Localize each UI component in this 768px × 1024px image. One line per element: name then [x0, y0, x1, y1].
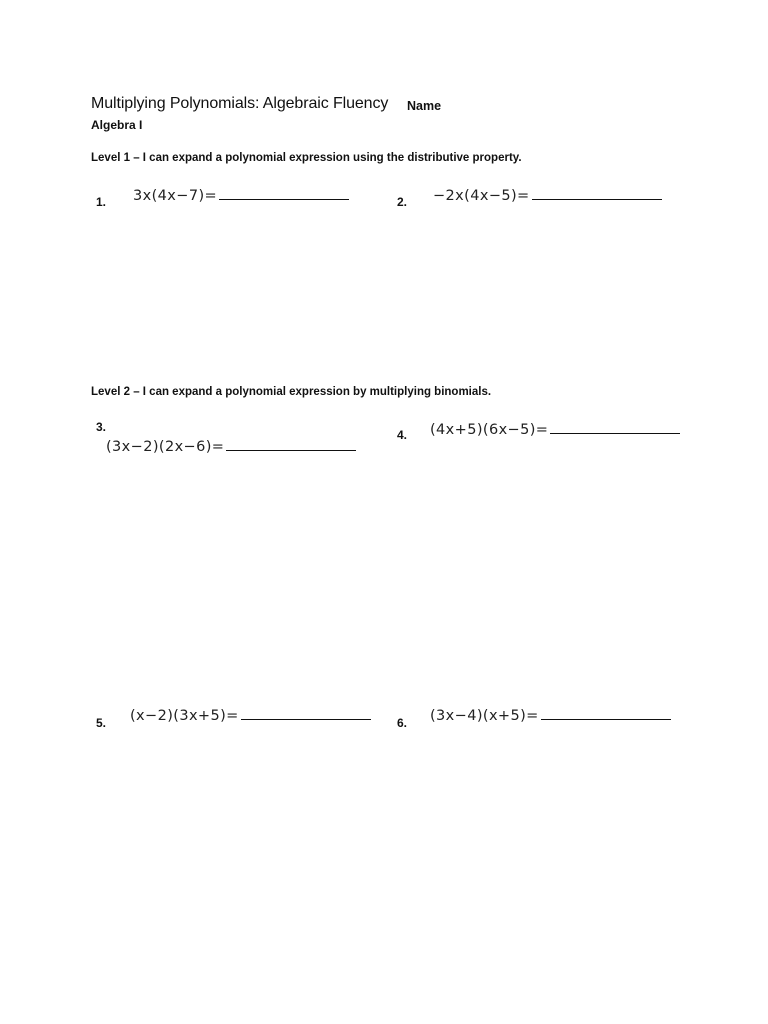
problem-6: [430, 706, 671, 724]
problem-3-expression: (3x−2)(2x−6)=: [106, 439, 225, 455]
problem-3-number: 3.: [96, 420, 107, 434]
problem-1-answer-line[interactable]: [219, 186, 349, 200]
problem-5-expression: (x−2)(3x+5)=: [130, 708, 239, 724]
problem-4-answer-line[interactable]: [550, 420, 680, 434]
problem-1-expression: 3x(4x−7)=: [133, 188, 218, 204]
level-2-heading: Level 2 – I can expand a polynomial expression by multiplying binomials.: [91, 386, 492, 398]
problem-4: [430, 420, 680, 438]
problem-1: [133, 186, 349, 204]
level-1-heading: Level 1 – I can expand a polynomial expression using the distributive property.: [91, 152, 522, 164]
problem-3-answer-line[interactable]: [226, 437, 356, 451]
problem-2-expression: −2x(4x−5)=: [433, 188, 530, 204]
problem-2-answer-line[interactable]: [532, 186, 662, 200]
problem-3: [106, 437, 356, 455]
course-subtitle: Algebra I: [91, 118, 143, 132]
problem-6-number: 6.: [397, 716, 408, 730]
worksheet-title: Multiplying Polynomials: Algebraic Fluency: [91, 95, 389, 112]
problem-5-number: 5.: [96, 716, 107, 730]
name-label: Name: [407, 99, 442, 113]
problem-1-number: 1.: [96, 195, 107, 209]
problem-2: [433, 186, 662, 204]
problem-6-expression: (3x−4)(x+5)=: [430, 708, 539, 724]
problem-6-answer-line[interactable]: [541, 706, 671, 720]
problem-4-number: 4.: [397, 428, 408, 442]
problem-5: [130, 706, 371, 724]
problem-5-answer-line[interactable]: [241, 706, 371, 720]
problem-2-number: 2.: [397, 195, 408, 209]
problem-4-expression: (4x+5)(6x−5)=: [430, 422, 549, 438]
